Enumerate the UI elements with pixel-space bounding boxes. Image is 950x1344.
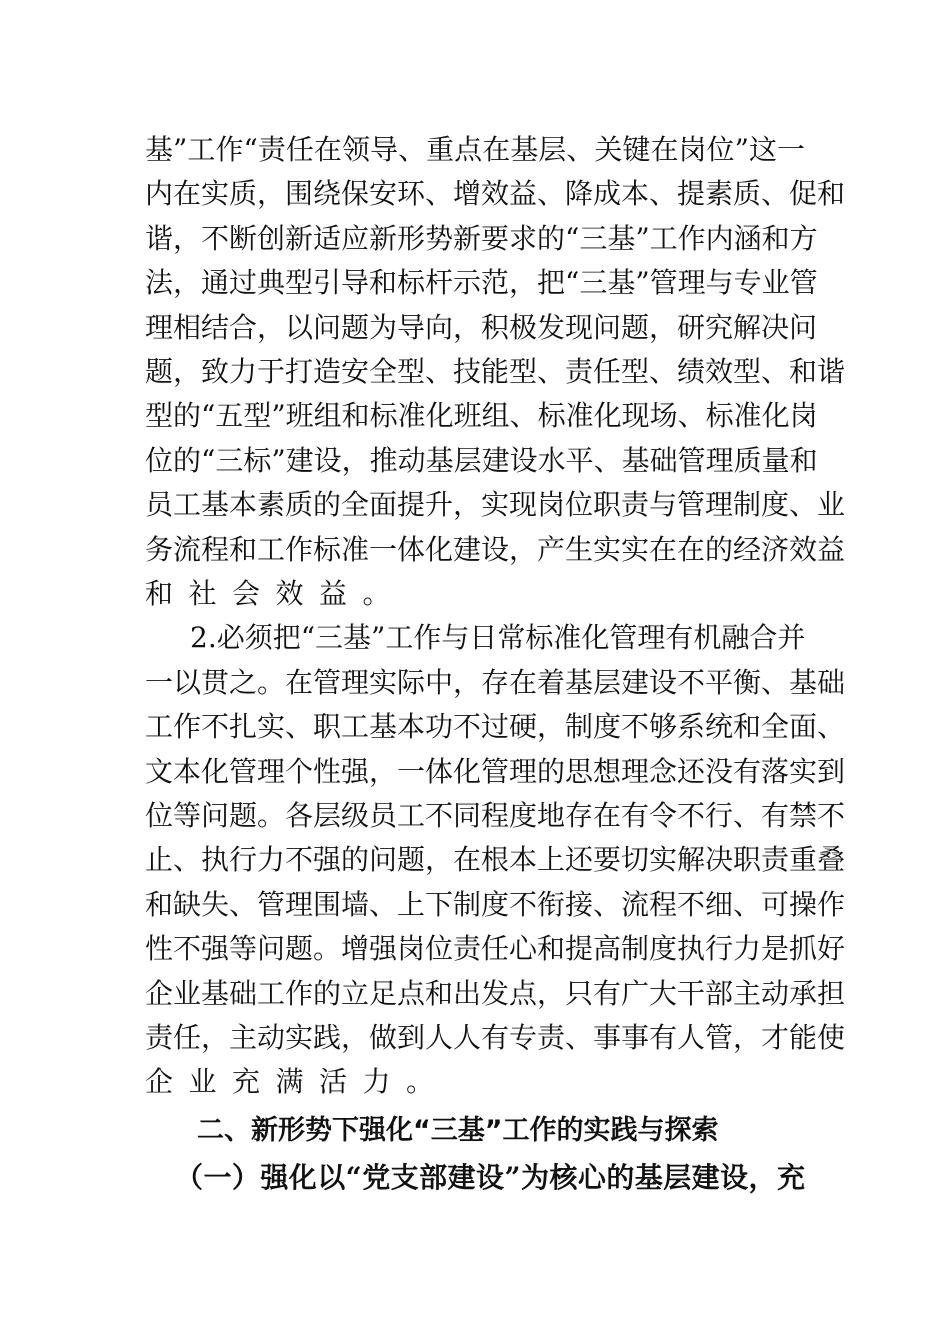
paragraph2-line: 文本化管理个性强，一体化管理的思想理念还没有落实到 (145, 754, 846, 788)
paragraph1-line: 基”工作“责任在领导、重点在基层、关键在岗位”这一 (145, 133, 805, 166)
paragraph2-line: 工作不扎实、职工基本功不过硬，制度不够系统和全面、 (145, 710, 846, 744)
paragraph1-line: 谐，不断创新适应新形势新要求的“三基”工作内涵和方 (145, 221, 818, 255)
paragraph1-line: 和社会效益。 (145, 577, 407, 610)
subsection-heading: （一）强化以“党支部建设”为核心的基层建设，充 (175, 1161, 805, 1194)
paragraph2-line: 位等问题。各层级员工不同程度地存在有令不行、有禁不 (145, 799, 846, 832)
section-heading: 二、新形势下强化“三基”工作的实践与探索 (197, 1115, 719, 1146)
paragraph1-line: 理相结合，以问题为导向，积极发现问题，研究解决问 (145, 310, 818, 344)
paragraph1-line: 题，致力于打造安全型、技能型、责任型、绩效型、和谐 (145, 355, 846, 388)
paragraph1-line: 法，通过典型引导和标杆示范，把“三基”管理与专业管 (145, 266, 818, 300)
paragraph2-line: 2.必须把“三基”工作与日常标准化管理有机融合并 (190, 621, 806, 655)
paragraph2-line: 一以贯之。在管理实际中，存在着基层建设不平衡、基础 (145, 665, 846, 699)
paragraph2-line: 和缺失、管理围墙、上下制度不衔接、流程不细、可操作 (145, 887, 846, 921)
paragraph2-line: 企业充满活力。 (145, 1065, 450, 1099)
paragraph2-line: 止、执行力不强的问题，在根本上还要切实解决职责重叠 (145, 843, 846, 877)
paragraph2-line: 企业基础工作的立足点和出发点，只有广大干部主动承担 (145, 976, 846, 1010)
paragraph1-line: 员工基本素质的全面提升，实现岗位职责与管理制度、业 (145, 488, 846, 522)
paragraph2-line: 性不强等问题。增强岗位责任心和提高制度执行力是抓好 (145, 932, 846, 966)
paragraph1-line: 务流程和工作标准一体化建设，产生实实在在的经济效益 (145, 532, 846, 566)
paragraph1-line: 内在实质，围绕保安环、增效益、降成本、提素质、促和 (145, 177, 846, 211)
paragraph1-line: 型的“五型”班组和标准化班组、标准化现场、标准化岗 (145, 399, 818, 433)
paragraph1-line: 位的“三标”建设，推动基层建设水平、基础管理质量和 (145, 443, 818, 477)
paragraph2-line: 责任，主动实践，做到人人有专责、事事有人管，才能使 (145, 1021, 846, 1054)
